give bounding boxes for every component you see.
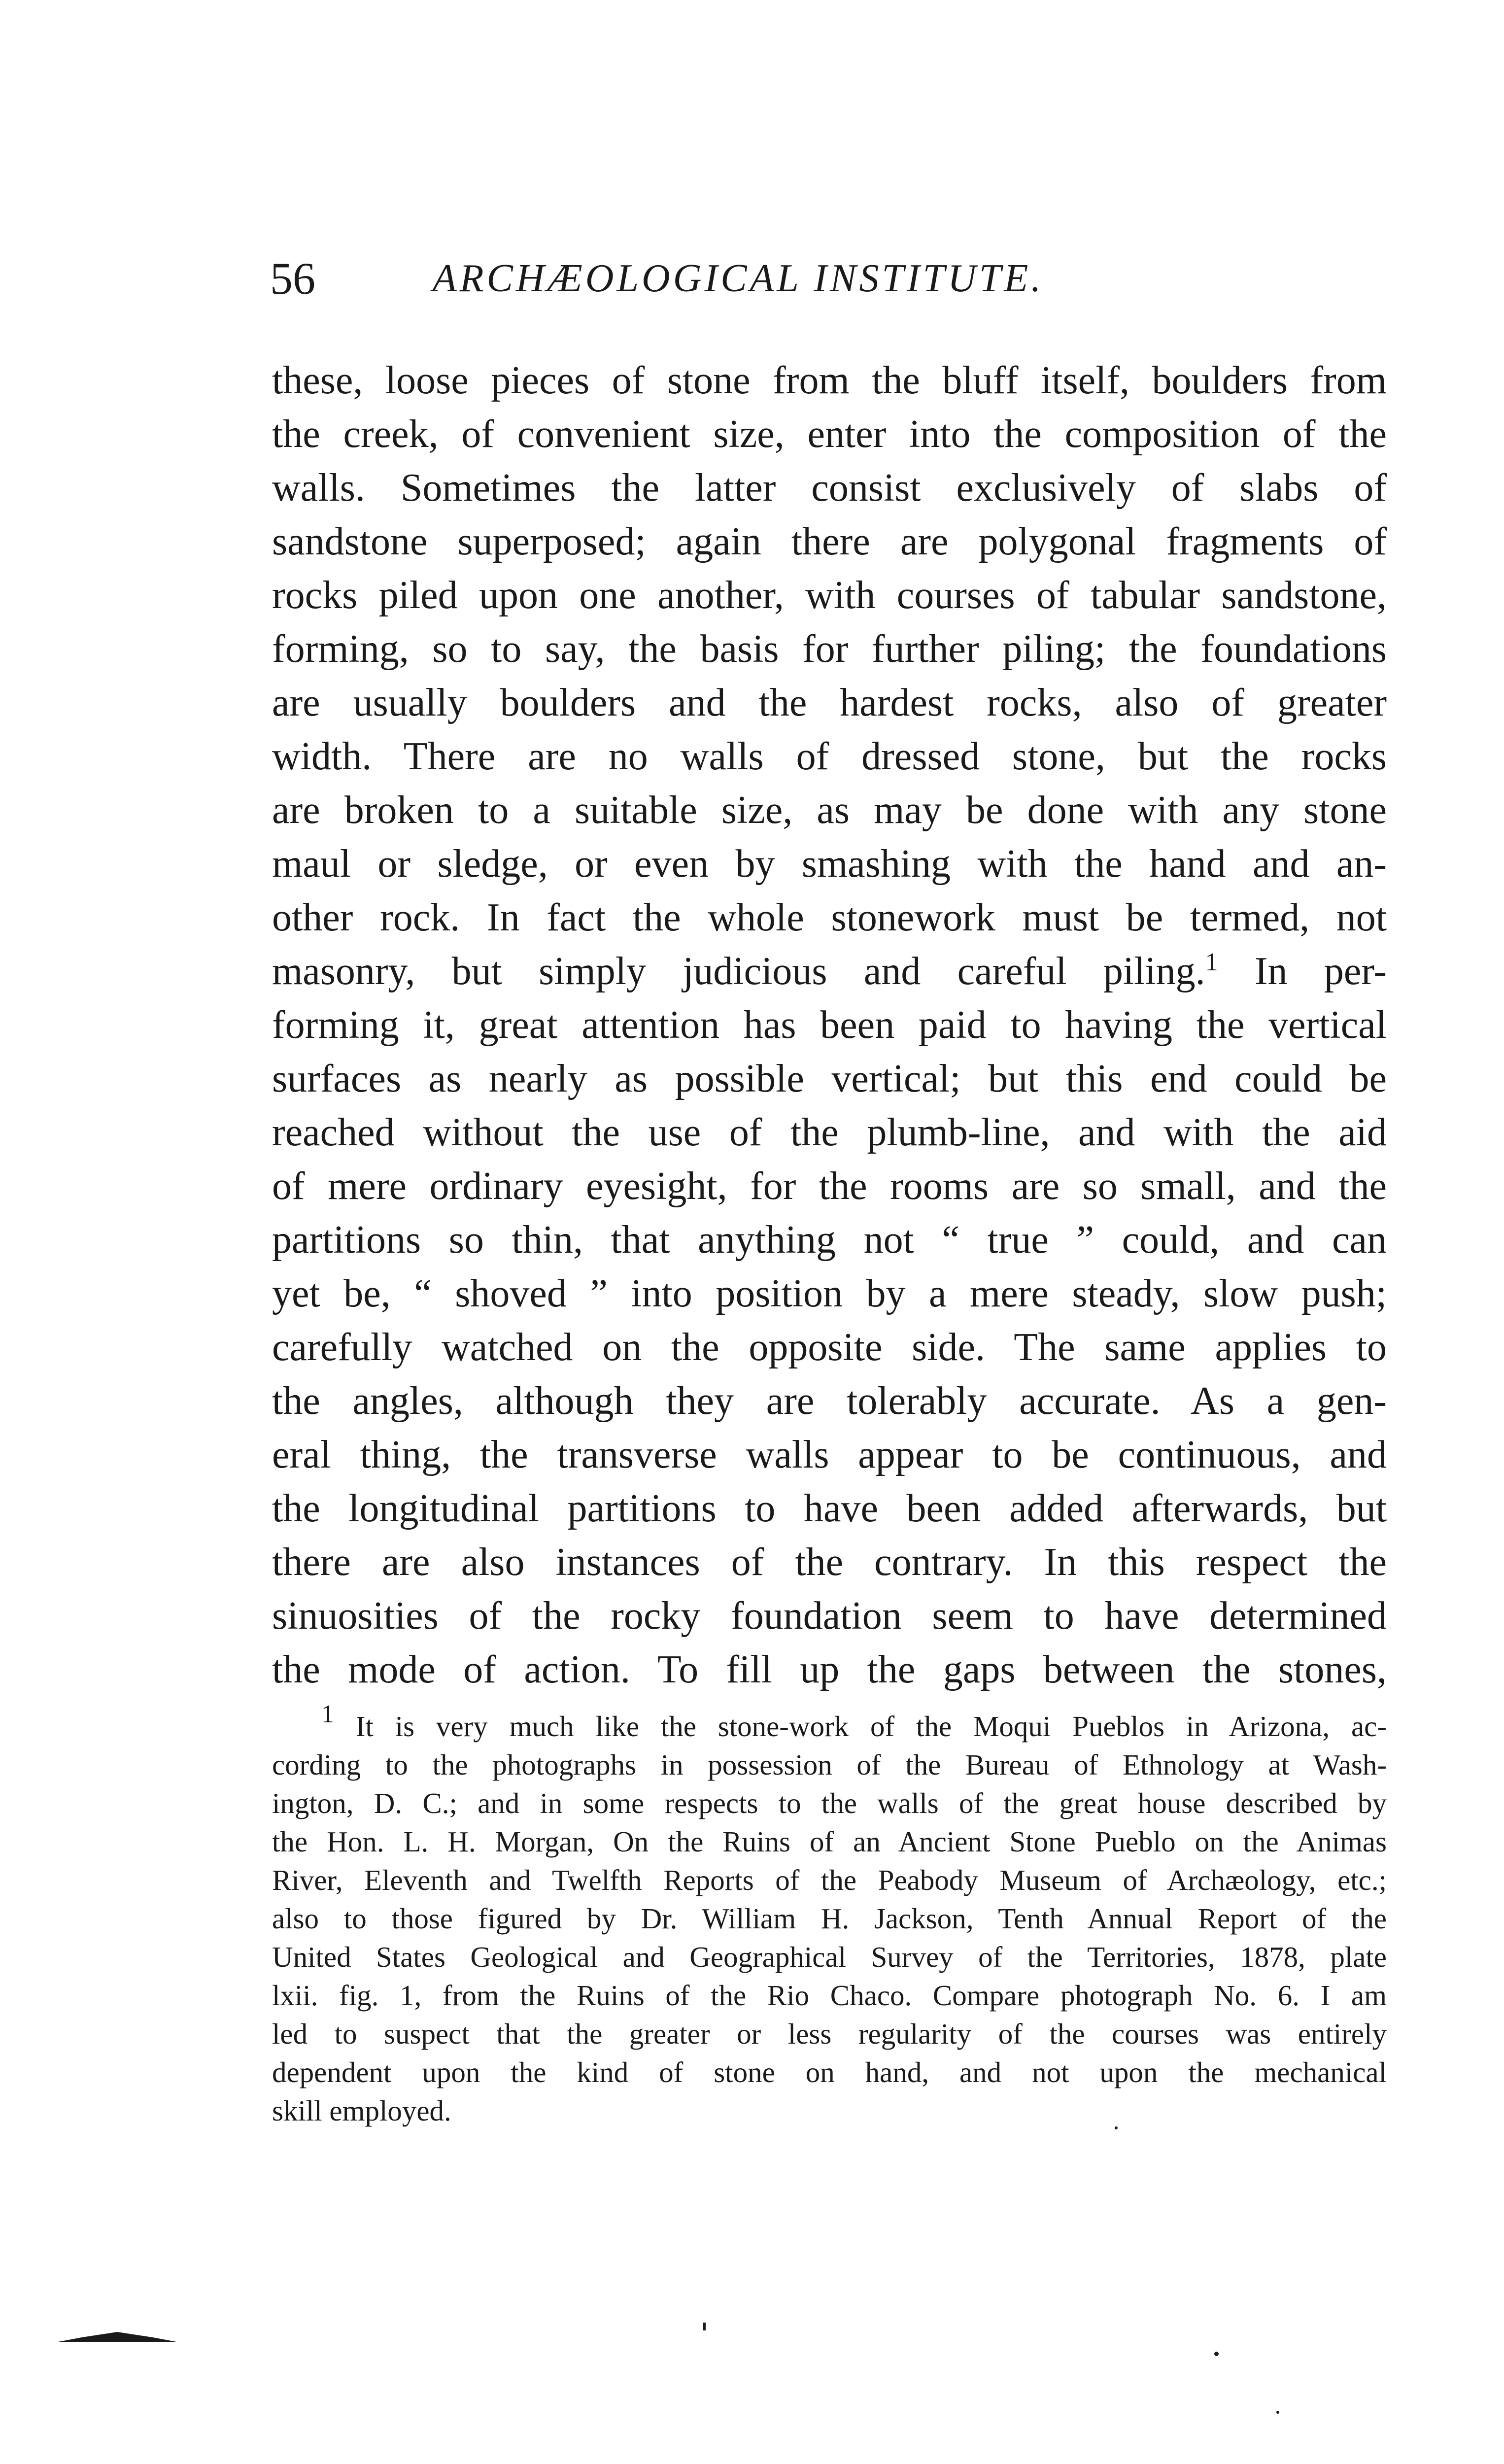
- footnote-line: lxii. fig. 1, from the Ruins of the Rio Chaco. Compare photograph No. 6. I am: [272, 1979, 1387, 2012]
- footnote-reference[interactable]: 1: [1205, 948, 1218, 976]
- footnote-line: [272, 1700, 1387, 1745]
- text-segment: In per-: [1218, 950, 1387, 993]
- footnote-line: cording to the photographs in possession of the Bureau of Ethnology at Wash-: [272, 1748, 1387, 1781]
- text-line: forming it, great attention has been paid to having the vertical: [272, 1003, 1387, 1047]
- text-line: surfaces as nearly as possible vertical; but this end could be: [272, 1057, 1387, 1100]
- scan-artifact-mark: [58, 2332, 176, 2342]
- text-line: the mode of action. To fill up the gaps between the stones,: [272, 1648, 1387, 1691]
- text-segment: masonry, but simply judicious and careful piling.: [272, 950, 1205, 993]
- text-segment: It is very much like the stone-work of the Moqui Pueblos in Arizona, ac-: [334, 1710, 1387, 1743]
- running-head: [270, 246, 1394, 310]
- footnote-line: United States Geological and Geographical Survey of the Territories, 1878, plate: [272, 1941, 1387, 1973]
- page-number: 56: [270, 253, 315, 304]
- footnote-line: ington, D. C.; and in some respects to the walls of the great house described by: [272, 1787, 1387, 1819]
- text-line: the angles, although they are tolerably accurate. As a gen-: [272, 1379, 1387, 1423]
- text-line: walls. Sometimes the latter consist exclusively of slabs of: [272, 466, 1387, 510]
- text-line: these, loose pieces of stone from the bluff itself, boulders from: [272, 359, 1387, 402]
- footnote-line: River, Eleventh and Twelfth Reports of the Peabody Museum of Archæology, etc.;: [272, 1864, 1387, 1896]
- text-line: there are also instances of the contrary. In this respect the: [272, 1540, 1387, 1584]
- text-line-with-footnote-ref: [272, 945, 1387, 998]
- footnote-line: also to those figured by Dr. William H. Jackson, Tenth Annual Report of the: [272, 1902, 1387, 1935]
- text-line: other rock. In fact the whole stonework must be termed, not: [272, 896, 1387, 939]
- text-line: maul or sledge, or even by smashing with the hand and an-: [272, 842, 1387, 886]
- running-title: ARCHÆOLOGICAL INSTITUTE.: [432, 257, 1044, 300]
- text-line: width. There are no walls of dressed stone, but the rocks: [272, 735, 1387, 778]
- text-line: sandstone superposed; again there are polygonal fragments of: [272, 520, 1387, 563]
- text-line: yet be, “ shoved ” into position by a mere steady, slow push;: [272, 1272, 1387, 1315]
- text-line: of mere ordinary eyesight, for the rooms are so small, and the: [272, 1164, 1387, 1208]
- text-line: the creek, of convenient size, enter into the composition of the: [272, 412, 1387, 456]
- text-line: the longitudinal partitions to have been added afterwards, but: [272, 1487, 1387, 1530]
- footnote-line: skill employed.: [272, 2094, 451, 2127]
- text-line: forming, so to say, the basis for further piling; the foundations: [272, 627, 1387, 671]
- text-line: carefully watched on the opposite side. The same applies to: [272, 1326, 1387, 1369]
- scan-artifact-dot: [1115, 2126, 1118, 2129]
- footnote-line: the Hon. L. H. Morgan, On the Ruins of an Ancient Stone Pueblo on the Animas: [272, 1825, 1387, 1858]
- scan-artifact-dot: [1276, 2411, 1279, 2414]
- footnote-marker: 1: [321, 1700, 334, 1728]
- text-line: sinuosities of the rocky foundation seem to have determined: [272, 1594, 1387, 1638]
- text-line: partitions so thin, that anything not “ true ” could, and can: [272, 1218, 1387, 1262]
- scan-artifact-dot: [1214, 2352, 1219, 2356]
- text-line: are broken to a suitable size, as may be done with any stone: [272, 788, 1387, 832]
- footnote-line: dependent upon the kind of stone on hand, and not upon the mechanical: [272, 2056, 1387, 2088]
- body-text: [272, 354, 1387, 1697]
- text-line: eral thing, the transverse walls appear to be continuous, and: [272, 1433, 1387, 1476]
- footnote-line: led to suspect that the greater or less regularity of the courses was entirely: [272, 2018, 1387, 2050]
- text-line: are usually boulders and the hardest rocks, also of greater: [272, 681, 1387, 724]
- footnote: [272, 1700, 1387, 2130]
- text-line: rocks piled upon one another, with courses of tabular sandstone,: [272, 574, 1387, 617]
- text-line: reached without the use of the plumb-line, and with the aid: [272, 1111, 1387, 1154]
- scan-artifact-dot: [703, 2323, 706, 2330]
